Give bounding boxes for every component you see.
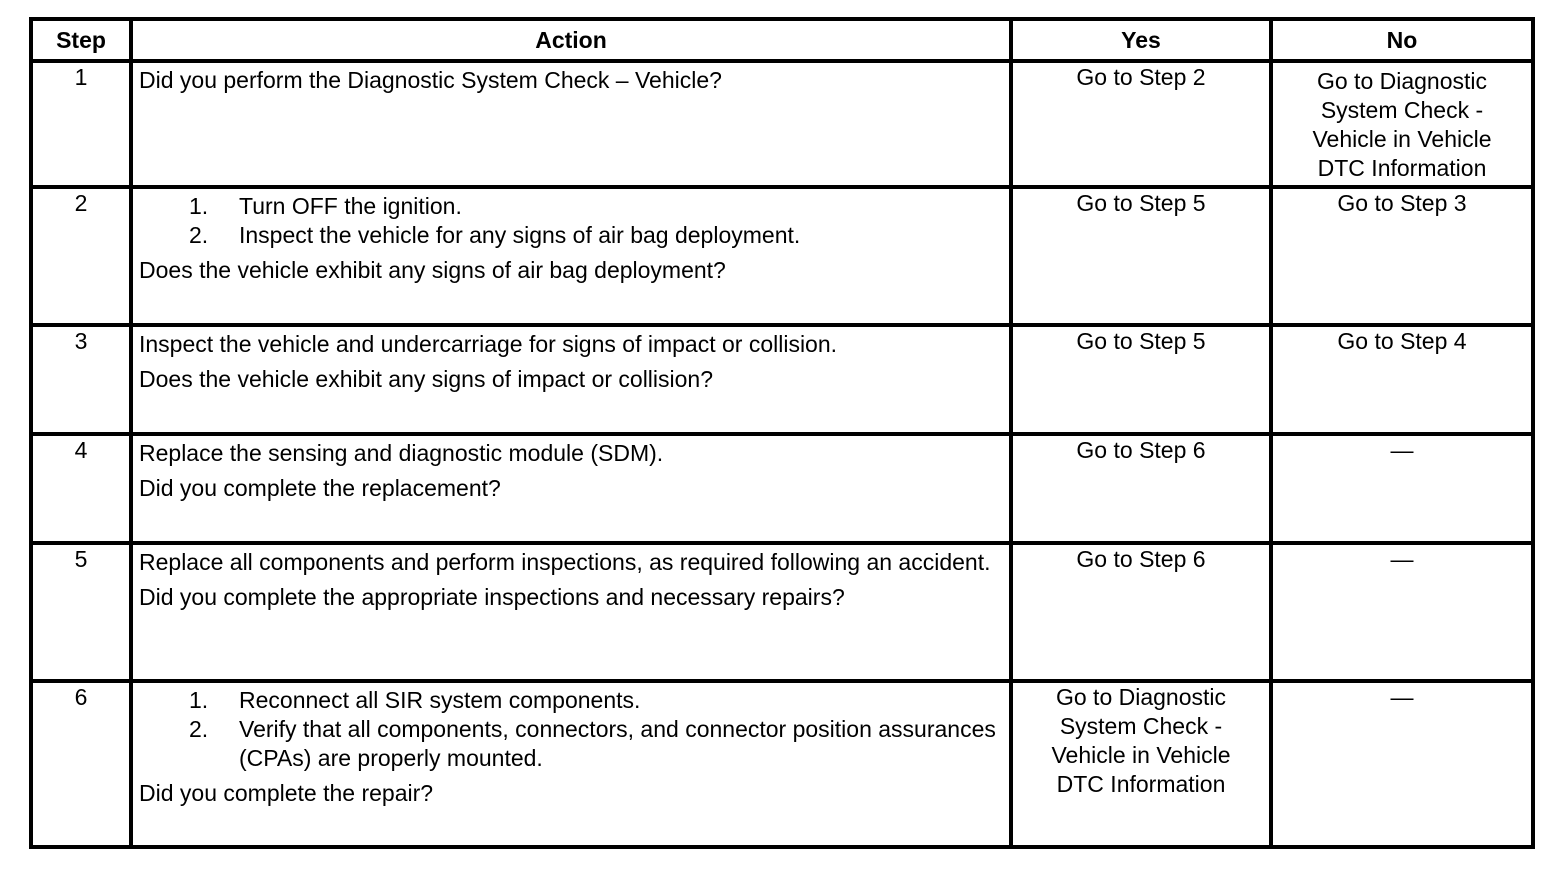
no-result: Go to Step 3 xyxy=(1271,187,1533,325)
step-number: 5 xyxy=(31,543,131,681)
table-row xyxy=(31,61,1533,187)
action-cell xyxy=(131,681,1011,847)
no-result: — xyxy=(1271,681,1533,847)
header-action: Action xyxy=(131,19,1011,61)
substep-text: Turn OFF the ignition. xyxy=(239,193,462,219)
action-cell xyxy=(131,434,1011,543)
action-cell xyxy=(131,325,1011,434)
yes-result xyxy=(1011,681,1271,847)
question-text: Did you complete the appropriate inspections and necessary repairs? xyxy=(139,584,845,610)
substep-number: 2. xyxy=(189,222,209,248)
action-text: Did you perform the Diagnostic System Check – Vehicle? xyxy=(139,67,722,93)
yes-result: Go to Step 6 xyxy=(1011,543,1271,681)
action-cell xyxy=(131,61,1011,187)
substep-list xyxy=(139,192,1003,250)
substep xyxy=(189,221,1003,250)
table-row xyxy=(31,681,1533,847)
substep-number: 1. xyxy=(189,193,209,219)
substep xyxy=(189,715,1003,773)
substep-text: Reconnect all SIR system components. xyxy=(239,687,641,713)
yes-result xyxy=(1011,61,1271,187)
header-row xyxy=(31,19,1533,61)
substep xyxy=(189,192,1003,221)
step-number: 3 xyxy=(31,325,131,434)
diagnostic-table xyxy=(29,17,1535,849)
substep-text: Inspect the vehicle for any signs of air bag deployment. xyxy=(239,222,801,248)
no-result: Go to Step 4 xyxy=(1271,325,1533,434)
header-yes: Yes xyxy=(1011,19,1271,61)
action-text: Replace all components and perform inspections, as required following an accident. xyxy=(139,549,991,575)
question-text: Did you complete the repair? xyxy=(139,780,434,806)
yes-result: Go to Step 5 xyxy=(1011,325,1271,434)
header-step: Step xyxy=(31,19,131,61)
yes-result: Go to Step 6 xyxy=(1011,434,1271,543)
no-result: — xyxy=(1271,434,1533,543)
substep-list xyxy=(139,686,1003,773)
substep xyxy=(189,686,1003,715)
table-row xyxy=(31,543,1533,681)
action-text: Replace the sensing and diagnostic module (SDM). xyxy=(139,440,664,466)
table-row xyxy=(31,434,1533,543)
header-no: No xyxy=(1271,19,1533,61)
yes-result-text: Go to Diagnostic System Check - Vehicle in Vehicle DTC Information xyxy=(1051,684,1231,797)
no-result: — xyxy=(1271,543,1533,681)
yes-result-text: Go to Step 2 xyxy=(1076,64,1206,90)
table-row xyxy=(31,325,1533,434)
no-result xyxy=(1271,61,1533,187)
step-number: 2 xyxy=(31,187,131,325)
question-text: Does the vehicle exhibit any signs of impact or collision? xyxy=(139,366,714,392)
step-number: 1 xyxy=(31,61,131,187)
substep-text: Verify that all components, connectors, and connector position assurances (CPAs) are properly mounted. xyxy=(239,716,996,771)
action-cell xyxy=(131,187,1011,325)
question-text: Does the vehicle exhibit any signs of air bag deployment? xyxy=(139,257,726,283)
action-text: Inspect the vehicle and undercarriage for signs of impact or collision. xyxy=(139,331,838,357)
step-number: 4 xyxy=(31,434,131,543)
action-cell xyxy=(131,543,1011,681)
table-row xyxy=(31,187,1533,325)
substep-number: 1. xyxy=(189,687,209,713)
no-result-text: Go to Diagnostic System Check - Vehicle in Vehicle DTC Information xyxy=(1312,68,1492,181)
substep-number: 2. xyxy=(189,716,209,742)
step-number: 6 xyxy=(31,681,131,847)
yes-result: Go to Step 5 xyxy=(1011,187,1271,325)
question-text: Did you complete the replacement? xyxy=(139,475,501,501)
